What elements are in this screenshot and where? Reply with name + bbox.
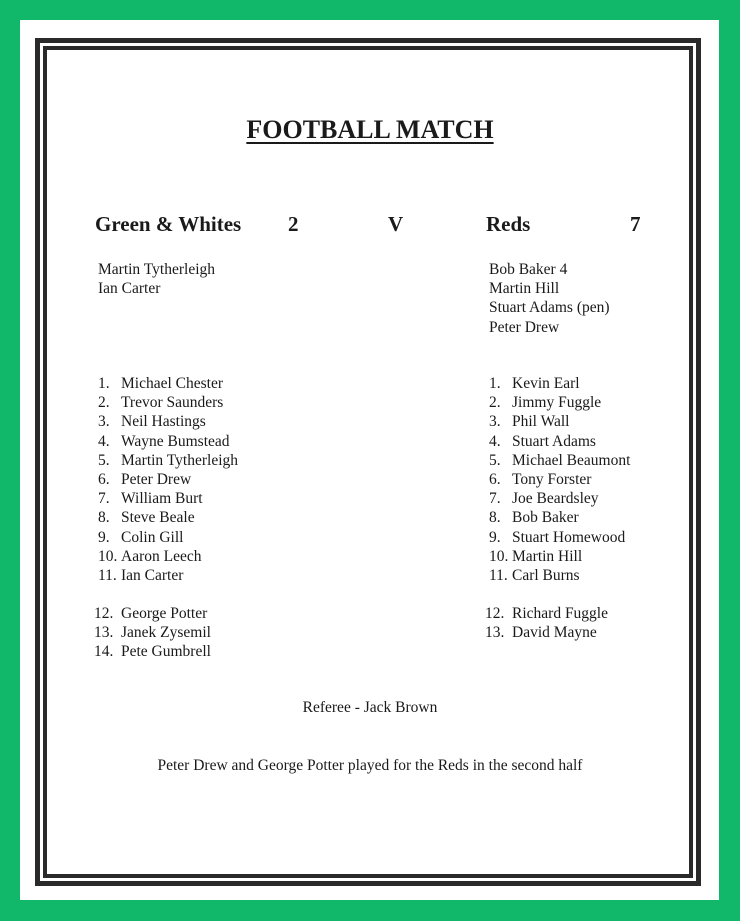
player-name: Ian Carter [121, 567, 184, 585]
player-name: Aaron Leech [121, 547, 202, 565]
player-name: Tony Forster [512, 471, 592, 489]
away-player-row [489, 432, 630, 451]
away-lineup [489, 374, 630, 585]
player-name: Phil Wall [512, 413, 570, 431]
player-name: Michael Beaumont [512, 451, 631, 469]
away-player-row [489, 412, 630, 431]
match-note: Peter Drew and George Potter played for the Reds in the second half [157, 757, 583, 774]
away-scorer: Stuart Adams (pen) [489, 299, 610, 317]
away-team-score: 7 [630, 212, 641, 236]
home-player-row [98, 528, 238, 547]
home-team-score: 2 [288, 212, 299, 236]
away-sub-row [485, 623, 608, 642]
home-player-row [98, 566, 238, 585]
away-player-row [489, 566, 630, 585]
away-scorer: Bob Baker 4 [489, 261, 568, 278]
away-player-row [489, 451, 630, 470]
away-sub-row [485, 604, 608, 623]
player-number: 4. [98, 432, 110, 450]
player-name: Martin Tytherleigh [121, 451, 239, 469]
home-scorer: Ian Carter [98, 280, 161, 298]
player-name: Steve Beale [121, 509, 195, 527]
player-name: George Potter [121, 605, 208, 622]
player-number: 13. [485, 624, 505, 642]
player-number: 1. [98, 375, 110, 392]
home-sub-row [94, 642, 211, 661]
player-number: 12. [485, 605, 505, 622]
player-number: 12. [94, 605, 114, 622]
home-substitutes [94, 604, 211, 662]
player-name: Colin Gill [121, 528, 184, 546]
player-name: Martin Hill [512, 547, 583, 565]
player-number: 1. [489, 375, 501, 392]
home-player-row [98, 393, 238, 412]
player-number: 14. [94, 643, 114, 661]
home-player-row [98, 432, 238, 451]
away-team-name: Reds [486, 212, 531, 236]
player-name: Joe Beardsley [512, 490, 599, 508]
player-name: David Mayne [512, 624, 597, 642]
player-number: 11. [489, 567, 508, 585]
player-number: 4. [489, 432, 501, 450]
player-name: Richard Fuggle [512, 605, 608, 622]
home-player-row [98, 470, 238, 489]
player-number: 8. [489, 509, 501, 527]
player-name: Stuart Adams [512, 432, 596, 450]
player-number: 3. [489, 413, 501, 431]
away-scorer: Peter Drew [489, 318, 560, 336]
player-number: 5. [98, 451, 110, 469]
player-number: 3. [98, 413, 110, 431]
player-name: Janek Zysemil [121, 624, 211, 642]
home-lineup [98, 374, 238, 585]
away-player-row [489, 508, 630, 527]
player-number: 7. [98, 490, 110, 508]
player-name: Jimmy Fuggle [512, 394, 602, 412]
home-team-name: Green & Whites [95, 212, 242, 236]
player-number: 9. [489, 528, 501, 546]
player-name: Stuart Homewood [512, 528, 626, 546]
away-substitutes [485, 604, 608, 642]
home-player-row [98, 374, 238, 393]
player-name: Michael Chester [121, 375, 224, 392]
versus-label: V [388, 212, 404, 236]
player-number: 7. [489, 490, 501, 508]
home-scorer: Martin Tytherleigh [98, 261, 216, 278]
player-number: 10. [489, 547, 509, 565]
home-sub-row [94, 623, 211, 642]
player-number: 2. [489, 394, 501, 412]
home-player-row [98, 451, 238, 470]
page-title: FOOTBALL MATCH [246, 115, 494, 144]
player-name: Trevor Saunders [121, 394, 224, 412]
player-number: 9. [98, 528, 110, 546]
home-player-row [98, 489, 238, 508]
away-player-row [489, 547, 630, 566]
player-name: Neil Hastings [121, 413, 206, 431]
player-number: 13. [94, 624, 114, 642]
player-name: Peter Drew [121, 471, 192, 489]
player-name: Wayne Bumstead [121, 432, 230, 450]
player-number: 6. [489, 471, 501, 489]
away-player-row [489, 393, 630, 412]
player-number: 2. [98, 394, 110, 412]
away-scorer: Martin Hill [489, 280, 560, 298]
player-name: William Burt [121, 490, 203, 508]
away-player-row [489, 528, 630, 547]
player-number: 11. [98, 567, 117, 585]
player-name: Bob Baker [512, 509, 579, 527]
home-player-row [98, 412, 238, 431]
player-number: 6. [98, 471, 110, 489]
home-sub-row [94, 604, 211, 623]
away-scorers [489, 260, 610, 337]
away-player-row [489, 470, 630, 489]
player-number: 8. [98, 509, 110, 527]
home-player-row [98, 508, 238, 527]
away-player-row [489, 374, 630, 393]
referee-line: Referee - Jack Brown [302, 699, 438, 716]
home-player-row [98, 547, 238, 566]
player-number: 10. [98, 547, 118, 565]
player-name: Kevin Earl [512, 375, 580, 392]
player-name: Pete Gumbrell [121, 643, 211, 661]
home-scorers [98, 260, 215, 298]
player-name: Carl Burns [512, 567, 580, 585]
away-player-row [489, 489, 630, 508]
player-number: 5. [489, 451, 501, 469]
